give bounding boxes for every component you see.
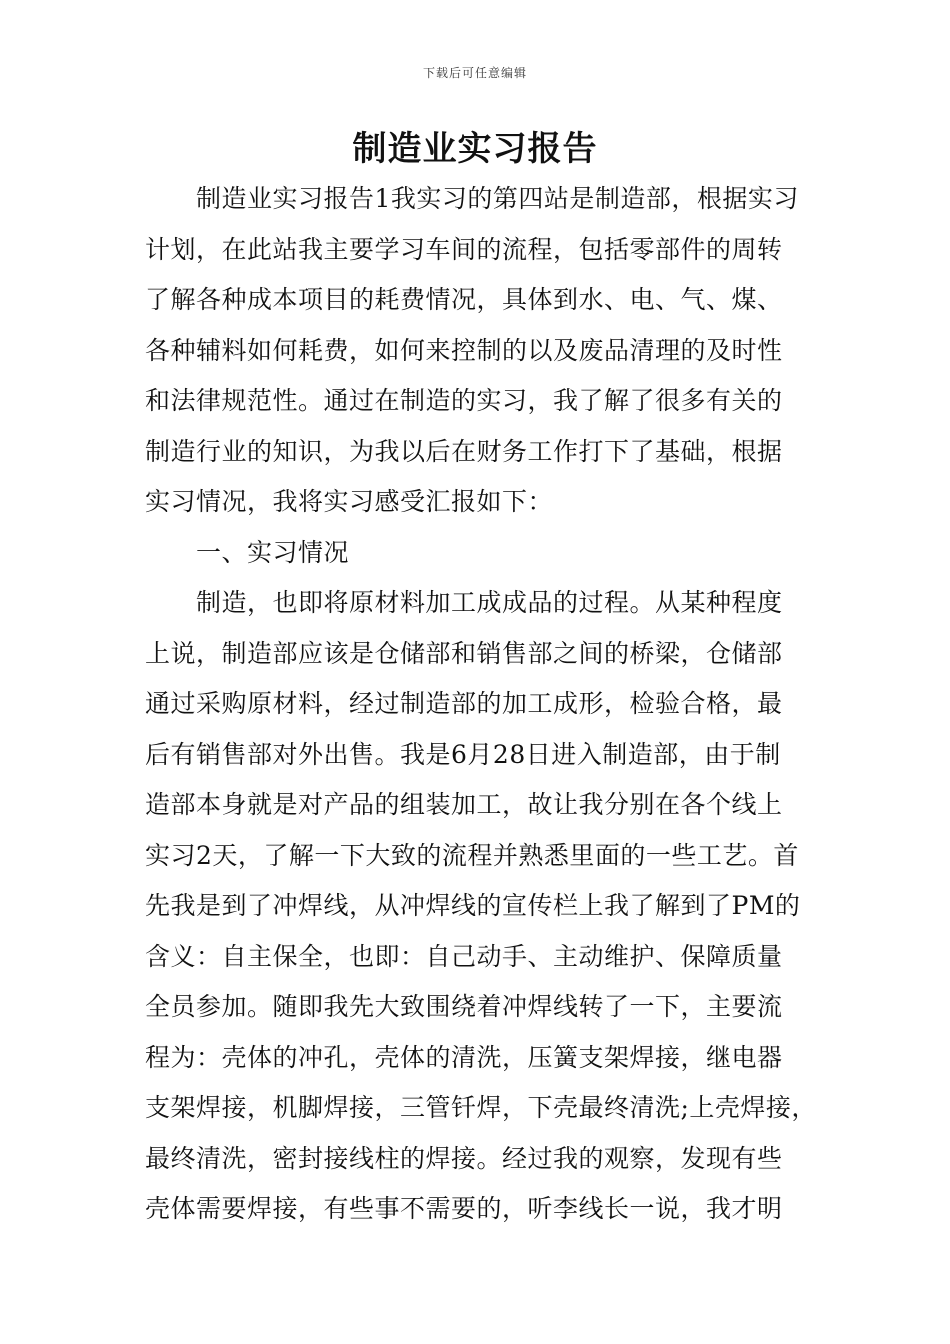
body-line: 含义：自主保全，也即：自己动手、主动维护、保障质量 [145,941,783,971]
body-line: 后有销售部对外出售。我是6月28日进入制造部，由于制 [145,739,781,769]
body-line: 全员参加。随即我先大致围绕着冲焊线转了一下，主要流 [145,992,783,1021]
body-line: 造部本身就是对产品的组装加工，故让我分别在各个线上 [145,790,783,819]
body-line: 上说，制造部应该是仓储部和销售部之间的桥梁，仓储部 [145,638,783,668]
body-line: 了解各种成本项目的耗费情况，具体到水、电、气、煤、 [145,285,783,314]
body-line: 制造业实习报告1我实习的第四站是制造部，根据实习 [196,184,799,213]
body-line: 程为：壳体的冲孔，壳体的清洗，压簧支架焊接，继电器 [145,1042,783,1072]
body-line: 通过采购原材料，经过制造部的加工成形，检验合格，最 [145,689,783,718]
page-header-note: 下载后可任意编辑 [422,66,527,80]
document-body [145,174,815,1235]
body-line: 支架焊接，机脚焊接，三管钎焊，下壳最终清洗;上壳焊接， [145,1093,817,1122]
document-title: 制造业实习报告 [352,129,598,169]
body-line: 壳体需要焊接，有些事不需要的，听李线长一说，我才明 [145,1194,783,1223]
body-line: 实习情况，我将实习感受汇报如下： [145,487,554,516]
section-heading: 一、实习情况 [196,537,350,567]
body-line: 实习2天，了解一下大致的流程并熟悉里面的一些工艺。首 [145,840,799,870]
body-line: 计划，在此站我主要学习车间的流程，包括零部件的周转 [145,234,783,264]
body-line: 和法律规范性。通过在制造的实习，我了解了很多有关的 [145,386,783,415]
body-line: 先我是到了冲焊线，从冲焊线的宣传栏上我了解到了PM的 [145,891,801,920]
body-line: 最终清洗，密封接线柱的焊接。经过我的观察，发现有些 [145,1143,783,1173]
body-line: 各种辅料如何耗费，如何来控制的以及废品清理的及时性 [145,335,783,365]
body-line: 制造行业的知识，为我以后在财务工作打下了基础，根据 [145,436,783,466]
body-line: 制造，也即将原材料加工成成品的过程。从某种程度 [196,588,783,617]
